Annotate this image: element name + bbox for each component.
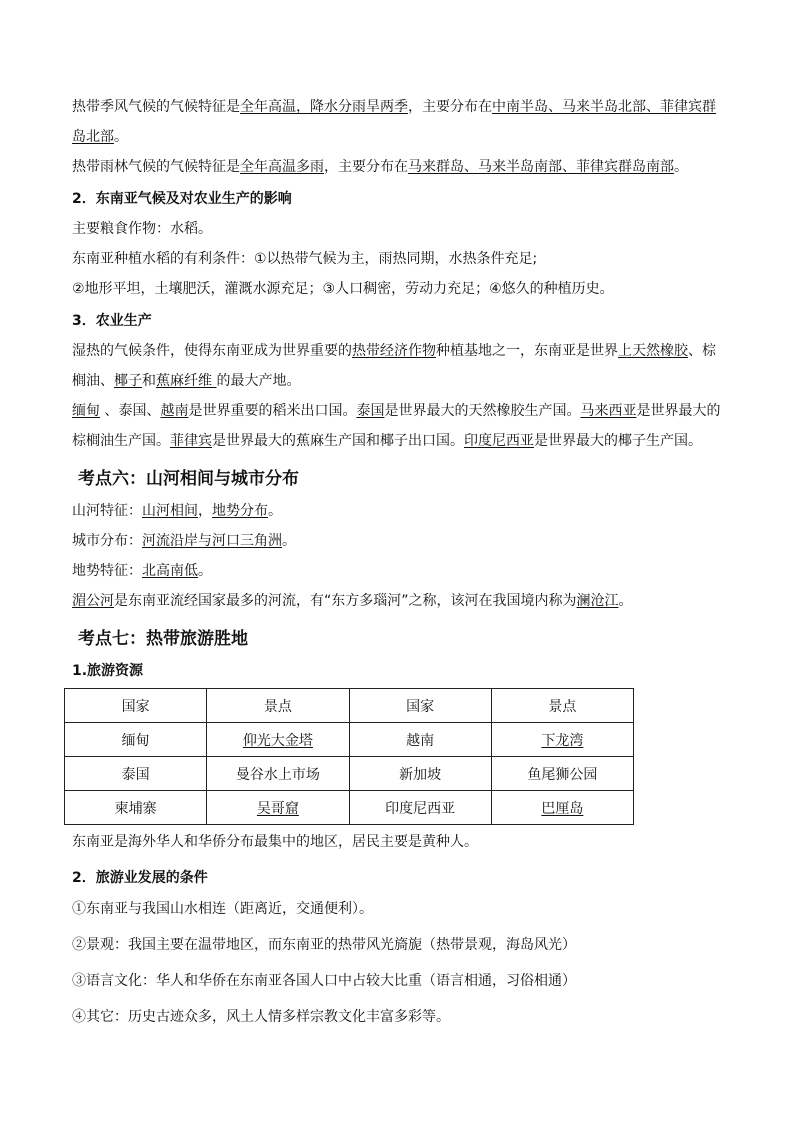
table-row [65,791,634,825]
table-cell: 鱼尾狮公园 [491,757,633,791]
table-header-row [65,689,634,723]
table-cell: 越南 [349,723,491,757]
text: 是世界最大的椰子生产国。 [534,433,702,449]
table-cell: 柬埔寨 [65,791,207,825]
underlined-text: 泰国 [356,403,385,419]
section-heading: 2．东南亚气候及对农业生产的影响 [72,191,292,207]
table-row [65,757,634,791]
text: 的最大产地。 [216,373,301,389]
underlined-text: 澜沧江 [576,593,619,609]
underlined-text: 热带经济作物 [352,343,436,359]
section-heading: 2．旅游业发展的条件 [72,870,208,886]
text: 种植基地之一，东南亚是世界 [436,343,618,359]
underlined-text: 北高南低 [142,563,198,579]
section-heading: 3．农业生产 [72,313,152,329]
text: 热带雨林气候的气候特征是 [72,159,240,175]
underlined-text: 仰光大金塔 [242,732,313,749]
text: ，主要分布在 [324,159,408,175]
table-cell: 泰国 [65,757,207,791]
text: 热带季风气候的气候特征是 [72,99,240,115]
underlined-text: 越南 [160,403,189,419]
underlined-text: 河流沿岸与河口三角洲 [142,533,282,549]
table-cell [491,723,633,757]
mekong-line [72,590,722,612]
text: 山河特征： [72,503,142,519]
text: 。 [282,533,296,549]
underlined-text: 巴厘岛 [541,800,584,817]
underlined-text: 椰子 [114,373,142,389]
text: 是世界最大的 [636,403,721,419]
text: 是世界重要的稻米出口国。 [188,403,357,419]
underlined-text: 印度尼西亚 [464,433,534,449]
table-header-cell: 国家 [65,689,207,723]
text: 湿热的气候条件，使得东南亚成为世界重要的 [72,343,352,359]
text: 。 [268,503,282,519]
monsoon-climate-paragraph [72,96,722,118]
underlined-text: 岛北部 [72,129,114,145]
rainforest-climate-paragraph [72,156,722,178]
underlined-text: 山河相间 [142,503,198,519]
topic-heading: 考点六：山河相间与城市分布 [78,469,299,489]
list-item: ③语言文化：华人和华侨在东南亚各国人口中占较大比重（语言相通，习俗相通） [72,973,576,989]
text: ， [198,503,212,519]
text: 是世界最大的天然橡胶生产国。 [384,403,581,419]
city-distribution-line [72,530,722,552]
table-cell [491,791,633,825]
text: 。 [198,563,212,579]
text: 、棕 [688,343,716,359]
text: ，主要分布在 [408,99,492,115]
text: 。 [618,593,633,609]
underlined-text: 上天然橡胶 [618,343,688,359]
text: 和 [142,373,156,389]
text: 是东南亚流经国家最多的河流，有“东方多瑙河”之称，该河在我国境内称为 [114,593,577,609]
export-paragraph [72,400,722,422]
underlined-text: 中南半岛、马来半岛北部、菲律宾群 [492,99,716,115]
section-heading: 1.旅游资源 [72,663,144,679]
underlined-text: 缅甸 [72,403,100,419]
export-paragraph-cont [72,430,722,452]
rice-conditions-line-cont: ②地形平坦，土壤肥沃，灌溉水源充足；③人口稠密，劳动力充足；④悠久的种植历史。 [72,281,614,297]
list-item: ②景观：我国主要在温带地区，而东南亚的热带风光旖旎（热带景观，海岛风光） [72,937,576,953]
underlined-text: 湄公河 [72,593,114,609]
topic-heading: 考点七：热带旅游胜地 [78,629,248,649]
table-cell [207,723,349,757]
underlined-text: 吴哥窟 [256,800,299,817]
population-note: 东南亚是海外华人和华侨分布最集中的地区，居民主要是黄种人。 [72,834,478,850]
underlined-text: 菲律宾 [170,433,212,449]
underlined-text: 全年高温，降水分雨旱两季 [240,99,408,115]
document-page [72,96,722,1042]
underlined-text: 蕉麻纤维 [156,373,217,389]
monsoon-climate-paragraph-cont [72,126,722,148]
table-cell: 缅甸 [65,723,207,757]
text: 地势特征： [72,563,142,579]
table-row [65,723,634,757]
table-header-cell: 国家 [349,689,491,723]
table-header-cell: 景点 [207,689,349,723]
text: 。 [114,129,128,145]
underlined-text: 地势分布 [212,503,268,519]
table-cell: 新加坡 [349,757,491,791]
underlined-text: 下龙湾 [541,732,584,749]
agriculture-paragraph-cont [72,370,722,392]
table-header-cell: 景点 [491,689,633,723]
text: 、泰国、 [100,403,161,419]
table-cell: 曼谷水上市场 [207,757,349,791]
text: 是世界最大的蕉麻生产国和椰子出口国。 [212,433,464,449]
list-item: ④其它：历史古迹众多，风土人情多样宗教文化丰富多彩等。 [72,1009,450,1025]
underlined-text: 马来群岛、马来半岛南部、菲律宾群岛南部 [408,159,674,175]
terrain-line [72,500,722,522]
text: 榈油、 [72,373,114,389]
agriculture-paragraph [72,340,722,362]
table-cell: 印度尼西亚 [349,791,491,825]
underlined-text: 全年高温多雨 [240,159,324,175]
text: 城市分布： [72,533,142,549]
tourism-table [64,688,634,825]
text: 。 [674,159,688,175]
rice-conditions-line: 东南亚种植水稻的有利条件：①以热带气候为主，雨热同期，水热条件充足; [72,251,538,267]
list-item: ①东南亚与我国山水相连（距离近，交通便利）。 [72,901,373,917]
underlined-text: 马来西亚 [580,403,637,419]
staple-crop-line: 主要粮食作物：水稻。 [72,221,212,237]
elevation-line [72,560,722,582]
text: 棕榈油生产国。 [72,433,170,449]
table-cell [207,791,349,825]
